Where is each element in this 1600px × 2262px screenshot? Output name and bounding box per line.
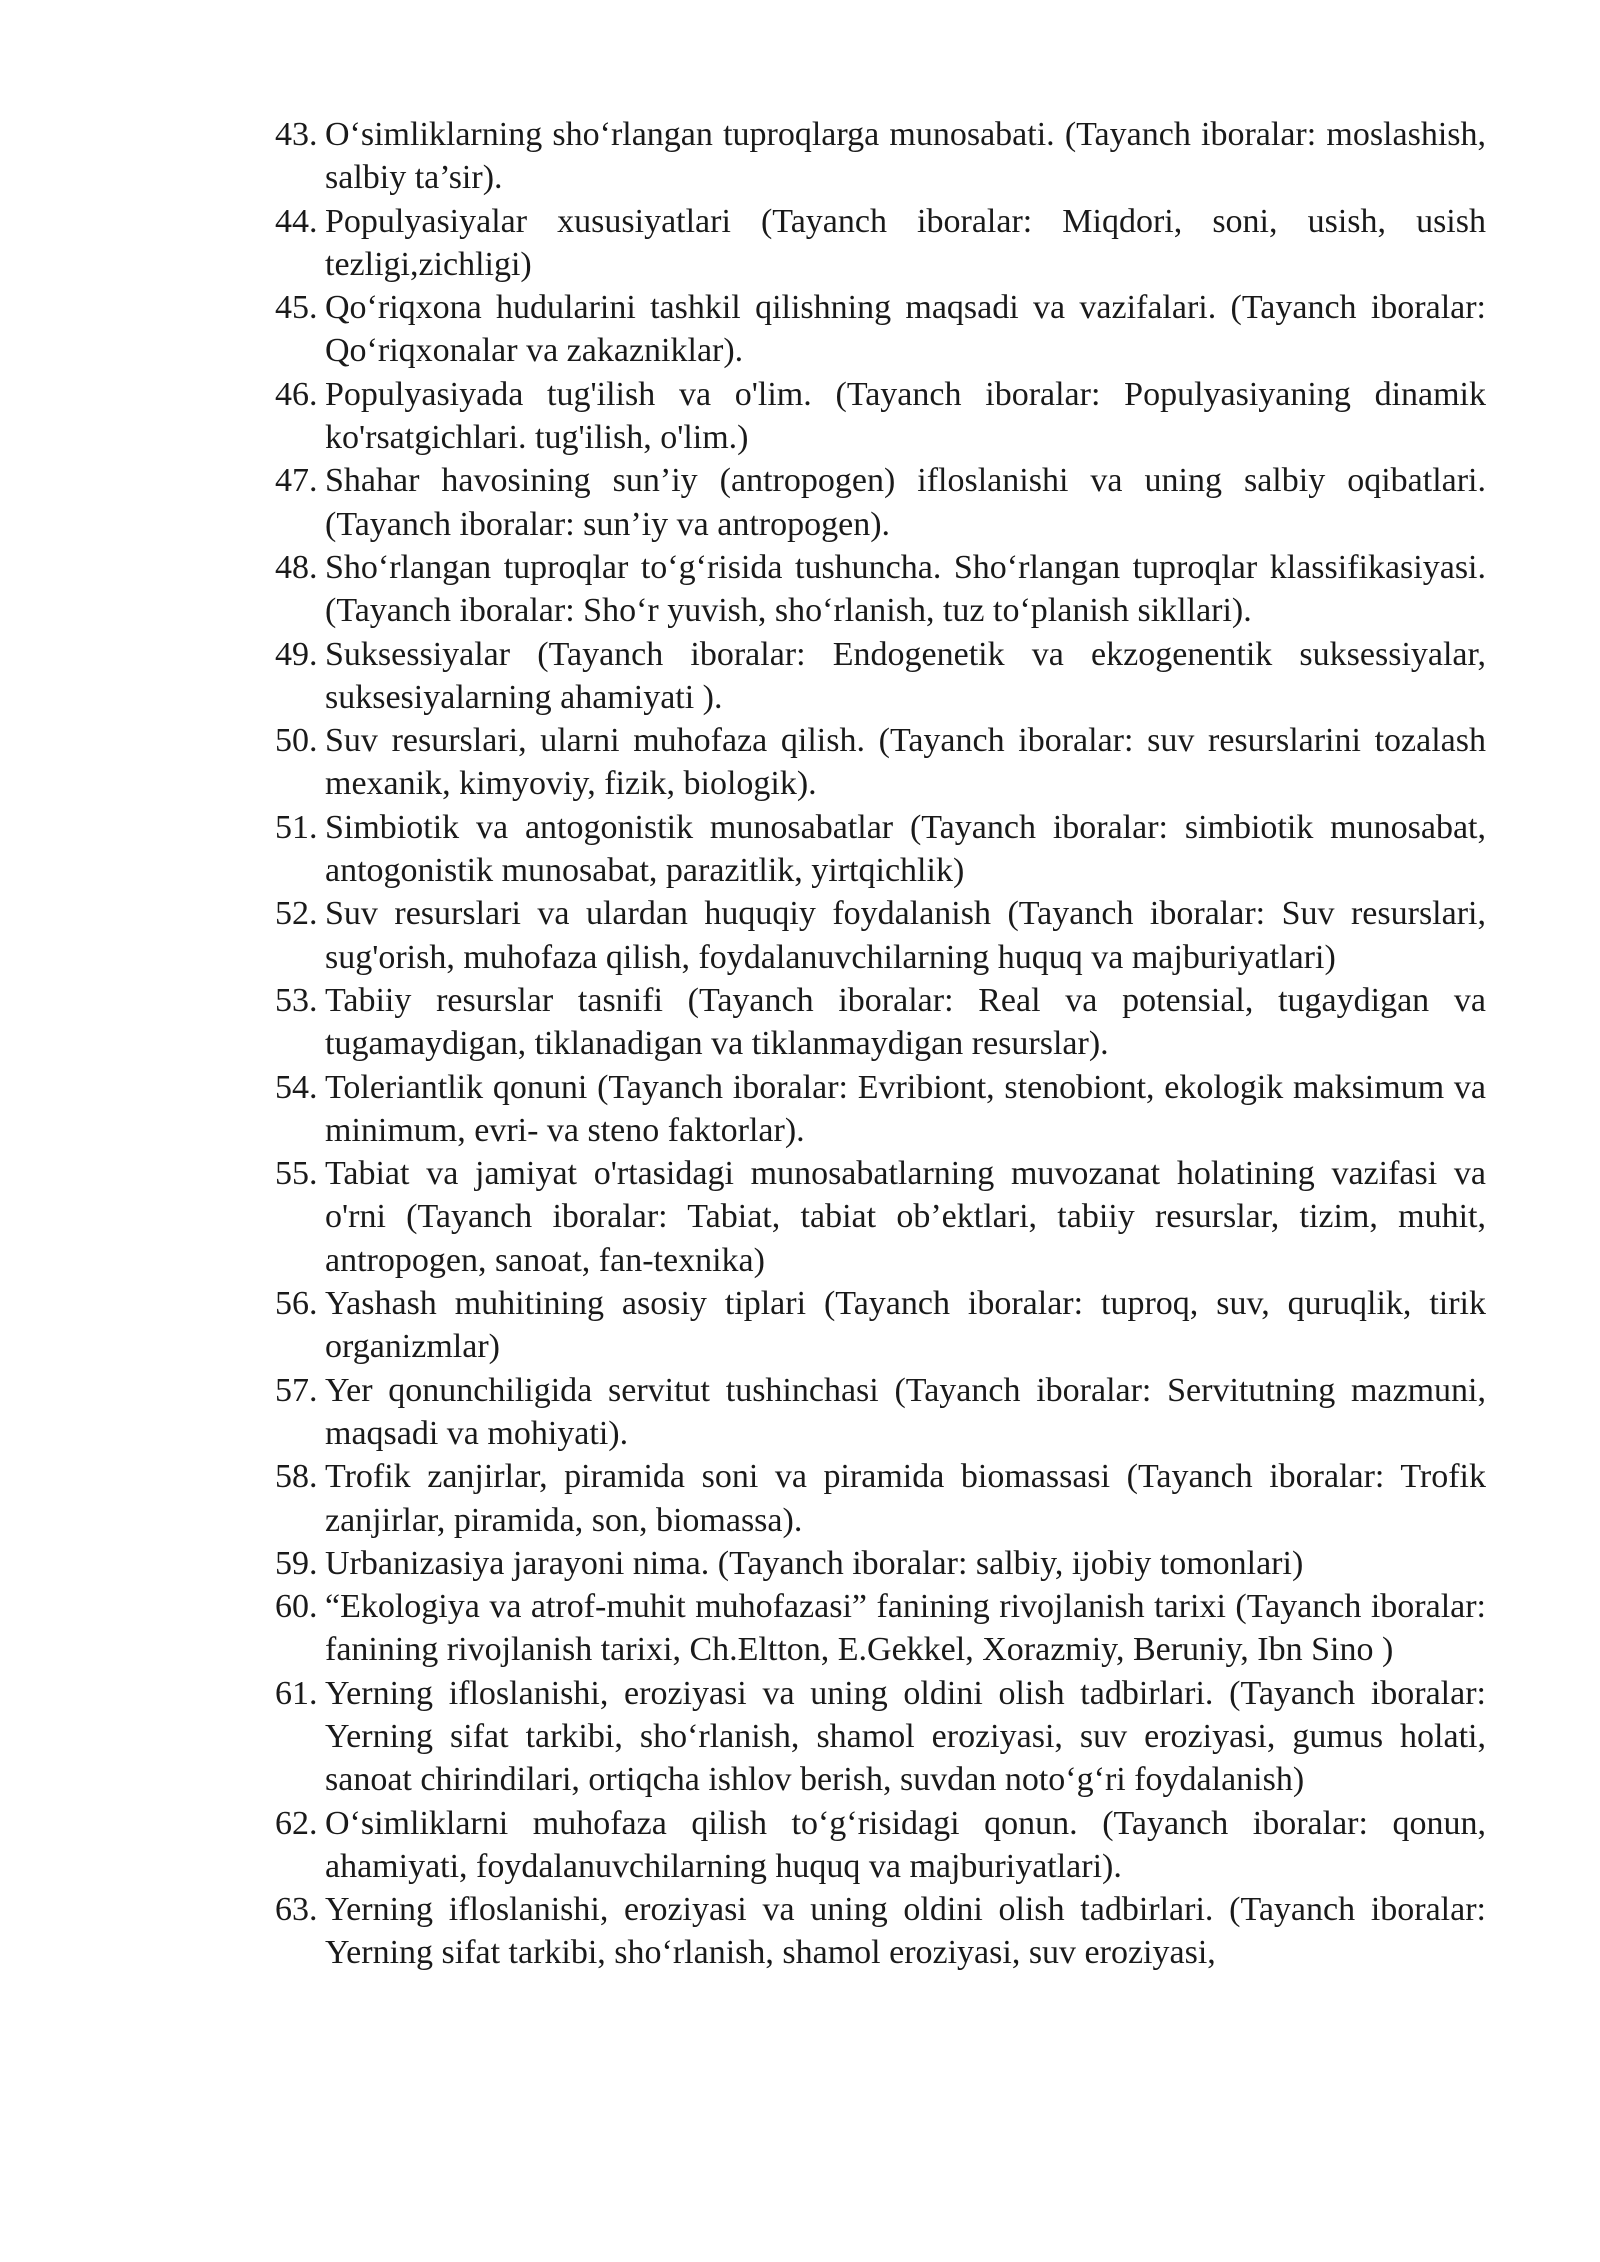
list-item: [275, 719, 1486, 806]
item-number: 63.: [275, 1891, 318, 1929]
item-number: 54.: [275, 1068, 318, 1106]
item-text: Sho‘rlangan tuproqlar to‘g‘risida tushuncha. Sho‘rlangan tuproqlar klassifikasiyasi. (Tayanch iboralar: Sho‘r yuvish, sho‘rlanish, tuz to‘planish sikllari).: [325, 548, 1486, 630]
item-number: 53.: [275, 981, 318, 1019]
item-text: Yer qonunchiligida servitut tushinchasi (Tayanch iboralar: Servitutning mazmuni, maqsadi va mohiyati).: [325, 1371, 1486, 1452]
item-text: Yashash muhitining asosiy tiplari (Tayanch iboralar: tuproq, suv, quruqlik, tirik organizmlar): [325, 1285, 1486, 1366]
list-item: [275, 1585, 1486, 1672]
list-item: [275, 459, 1486, 546]
item-number: 58.: [275, 1458, 318, 1496]
list-item: [275, 1152, 1486, 1282]
item-number: 46.: [275, 375, 318, 413]
item-text: Yerning ifloslanishi, eroziyasi va uning oldini olish tadbirlari. (Tayanch iboralar: Yerning sifat tarkibi, sho‘rlanish, shamol eroziyasi, suv eroziyasi, gumus holati, sanoat chirindilari, ortiqcha ishlov berish, suvdan noto‘g‘ri foydalanish): [325, 1674, 1486, 1799]
list-item: [275, 373, 1486, 460]
list-item: [275, 1455, 1486, 1542]
item-text: Urbanizasiya jarayoni nima. (Tayanch iboralar: salbiy, ijobiy tomonlari): [325, 1544, 1304, 1582]
list-item: [275, 806, 1486, 893]
item-text: Suv resurslari, ularni muhofaza qilish. (Tayanch iboralar: suv resurslarini tozalash mexanik, kimyoviy, fizik, biologik).: [325, 722, 1486, 803]
item-number: 50.: [275, 722, 318, 760]
list-item: [275, 633, 1486, 720]
item-number: 48.: [275, 548, 318, 586]
item-text: Suksessiyalar (Tayanch iboralar: Endogenetik va ekzogenentik suksessiyalar, suksesiyalarning ahamiyati ).: [325, 635, 1486, 716]
item-number: 43.: [275, 116, 318, 153]
item-number: 56.: [275, 1285, 318, 1323]
list-item: [275, 1282, 1486, 1369]
item-number: 62.: [275, 1804, 318, 1842]
item-text: Populyasiyalar xususiyatlari (Tayanch iboralar: Miqdori, soni, usish, usish tezligi,zichligi): [325, 202, 1486, 283]
item-number: 51.: [275, 808, 318, 846]
item-text: O‘simliklarni muhofaza qilish to‘g‘risidagi qonun. (Tayanch iboralar: qonun, ahamiyati, foydalanuvchilarning huquq va majburiyatlari).: [325, 1804, 1486, 1885]
item-number: 49.: [275, 635, 318, 673]
item-text: Qo‘riqxona hudularini tashkil qilishning maqsadi va vazifalari. (Tayanch iboralar: Qo‘riqxonalar va zakazniklar).: [325, 289, 1486, 370]
list-item: [275, 979, 1486, 1066]
list-item: [275, 546, 1486, 633]
topic-list: [275, 113, 1486, 1975]
item-text: Yerning ifloslanishi, eroziyasi va uning oldini olish tadbirlari. (Tayanch iboralar: Yerning sifat tarkibi, sho‘rlanish, shamol eroziyasi, suv eroziyasi,: [325, 1891, 1486, 1972]
item-number: 61.: [275, 1674, 318, 1712]
list-item: [275, 113, 1486, 200]
list-item: [275, 1888, 1486, 1975]
item-text: “Ekologiya va atrof-muhit muhofazasi” fanining rivojlanish tarixi (Tayanch iboralar: fanining rivojlanish tarixi, Ch.Eltton, E.Gekkel, Xorazmiy, Beruniy, Ibn Sino ): [325, 1588, 1486, 1669]
item-number: 57.: [275, 1371, 318, 1409]
item-text: O‘simliklarning sho‘rlangan tuproqlarga munosabati. (Tayanch iboralar: moslashish, salbiy ta’sir).: [325, 116, 1486, 197]
item-text: Tabiat va jamiyat o'rtasidagi munosabatlarning muvozanat holatining vazifasi va o'rni (Tayanch iboralar: Tabiat, tabiat ob’ektlari, tabiiy resurslar, tizim, muhit, antropogen, sanoat, fan-texnika): [325, 1155, 1486, 1279]
item-number: 45.: [275, 289, 318, 327]
item-number: 60.: [275, 1588, 318, 1626]
item-number: 44.: [275, 202, 318, 240]
list-item: [275, 892, 1486, 979]
item-number: 55.: [275, 1155, 318, 1193]
list-item: [275, 200, 1486, 287]
item-number: 47.: [275, 462, 318, 500]
item-number: 52.: [275, 895, 318, 933]
list-item: [275, 286, 1486, 373]
item-text: Suv resurslari va ulardan huquqiy foydalanish (Tayanch iboralar: Suv resurslari, sug'orish, muhofaza qilish, foydalanuvchilarning huquq va majburiyatlari): [325, 895, 1486, 976]
list-item: [275, 1802, 1486, 1889]
list-item: [275, 1672, 1486, 1802]
list-item: [275, 1369, 1486, 1456]
item-number: 59.: [275, 1544, 318, 1582]
item-text: Shahar havosining sun’iy (antropogen) ifloslanishi va uning salbiy oqibatlari. (Tayanch iboralar: sun’iy va antropogen).: [325, 462, 1486, 543]
item-text: Tabiiy resurslar tasnifi (Tayanch iboralar: Real va potensial, tugaydigan va tugamaydigan, tiklanadigan va tiklanmaydigan resurslar).: [325, 981, 1486, 1063]
item-text: Trofik zanjirlar, piramida soni va piramida biomassasi (Tayanch iboralar: Trofik zanjirlar, piramida, son, biomassa).: [325, 1458, 1486, 1539]
item-text: Simbiotik va antogonistik munosabatlar (Tayanch iboralar: simbiotik munosabat, antogonistik munosabat, parazitlik, yirtqichlik): [325, 808, 1486, 890]
list-item: [275, 1066, 1486, 1153]
list-item: [275, 1542, 1486, 1585]
item-text: Toleriantlik qonuni (Tayanch iboralar: Evribiont, stenobiont, ekologik maksimum va minimum, evri- va steno faktorlar).: [325, 1068, 1486, 1149]
item-text: Populyasiyada tug'ilish va o'lim. (Tayanch iboralar: Populyasiyaning dinamik ko'rsatgichlari. tug'ilish, o'lim.): [325, 375, 1486, 457]
